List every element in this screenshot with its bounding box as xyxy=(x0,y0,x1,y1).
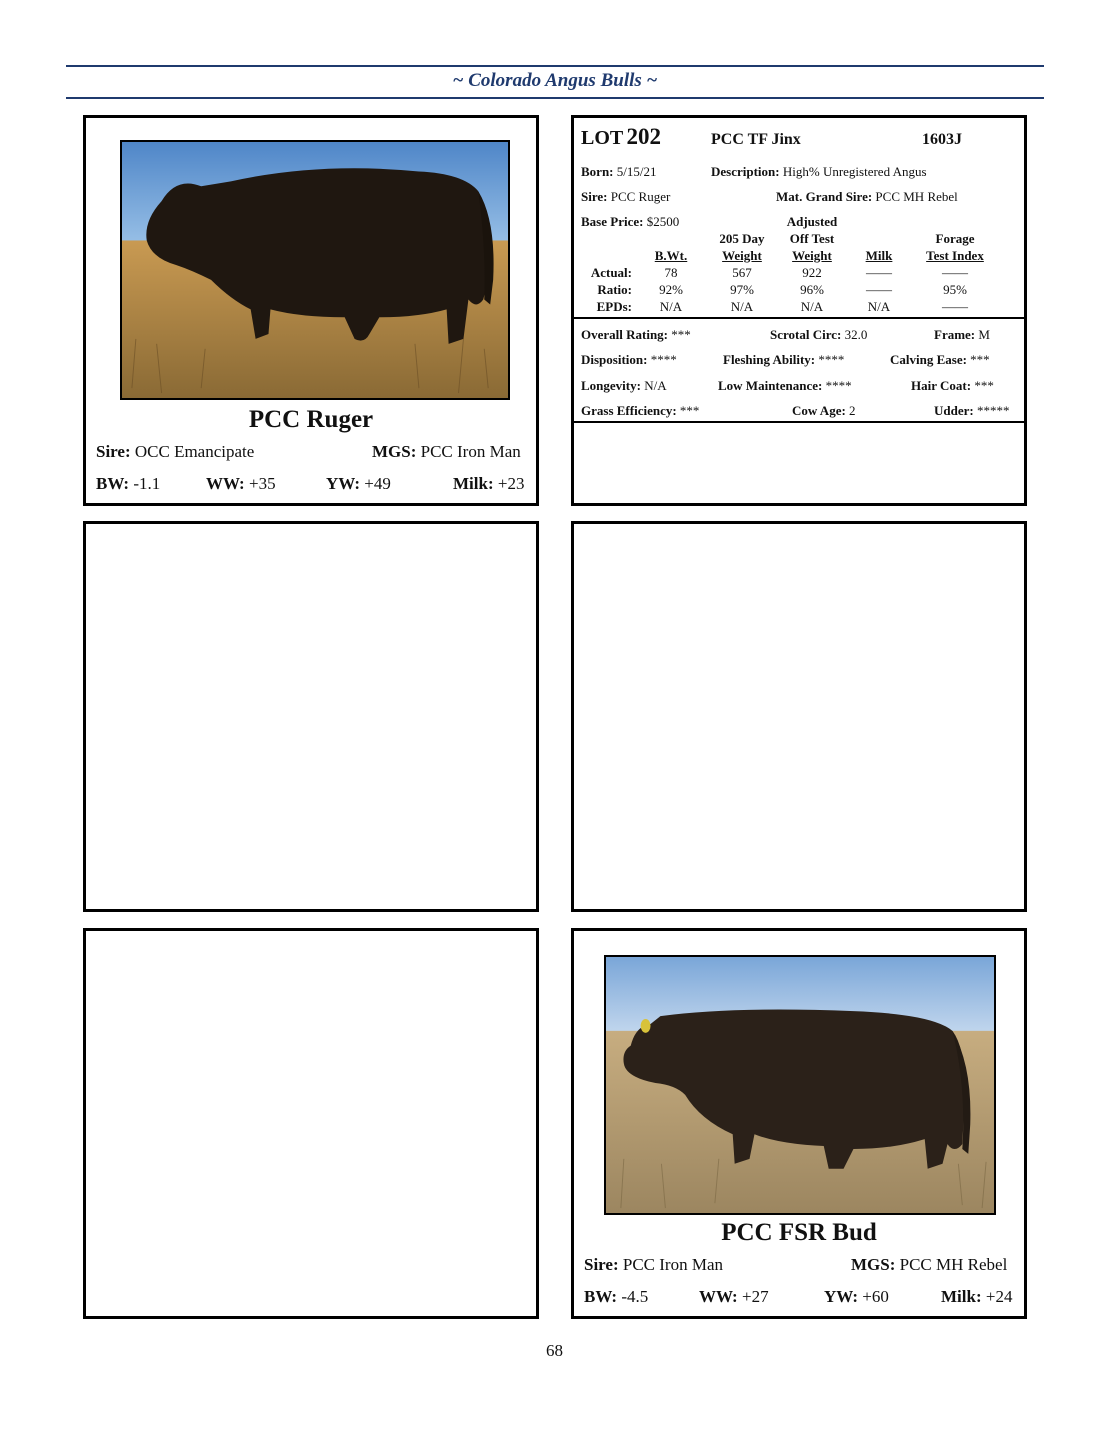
epds-cell: —— xyxy=(942,299,968,314)
actual-cell: 922 xyxy=(802,265,822,280)
frame-value: M xyxy=(978,327,990,342)
ww-label: WW: xyxy=(699,1287,738,1306)
actual-cell: 78 xyxy=(664,265,678,280)
disposition-label: Disposition: xyxy=(581,352,648,367)
overall-rating xyxy=(581,327,691,343)
hair-coat-value: *** xyxy=(974,378,994,393)
bw-line xyxy=(584,1287,648,1307)
description-value: High% Unregistered Angus xyxy=(782,164,927,179)
ww-label: WW: xyxy=(206,474,245,493)
ww-value: +27 xyxy=(741,1287,769,1306)
mgs-value: PCC MH Rebel xyxy=(899,1255,1008,1274)
sire xyxy=(581,189,670,205)
frame xyxy=(934,327,990,343)
actual-cell: —— xyxy=(942,265,968,280)
bull-name: PCC FSR Bud xyxy=(721,1219,877,1246)
epds-cell: N/A xyxy=(800,299,824,314)
column-header-text: 205 Day xyxy=(719,231,765,246)
column-header-text: B.Wt. xyxy=(654,248,688,263)
ratio-cell: 96% xyxy=(800,282,824,297)
born-value: 5/15/21 xyxy=(616,164,657,179)
bw-label: BW: xyxy=(96,474,130,493)
bw-value: -1.1 xyxy=(133,474,161,493)
description-label: Description: xyxy=(711,164,780,179)
yw-label: YW: xyxy=(326,474,360,493)
epds-row-label: EPDs: xyxy=(596,299,632,314)
header-rule-top xyxy=(66,65,1044,67)
page-title: ~ Colorado Angus Bulls ~ xyxy=(452,70,658,91)
grass-efficiency-value: *** xyxy=(679,403,700,418)
lot-card-202 xyxy=(571,115,1027,506)
bw-value: -4.5 xyxy=(621,1287,649,1306)
ww-line xyxy=(699,1287,769,1307)
grass-efficiency-label: Grass Efficiency: xyxy=(581,403,677,418)
milk-line xyxy=(941,1287,1012,1307)
epds-cell: N/A xyxy=(659,299,683,314)
column-header-text: Milk xyxy=(865,248,893,263)
fleshing-ability xyxy=(723,352,844,368)
mgs-label: MGS: xyxy=(851,1255,896,1274)
bull-photo-ruger xyxy=(120,140,510,400)
bull-name: PCC Ruger xyxy=(248,406,374,433)
calving-ease xyxy=(890,352,990,368)
udder xyxy=(934,403,1009,419)
low-maintenance xyxy=(718,378,852,394)
cow-age-value: 2 xyxy=(849,403,856,418)
sire-value: PCC Ruger xyxy=(610,189,671,204)
longevity-label: Longevity: xyxy=(581,378,641,393)
bull-name: PCC TF Jinx xyxy=(711,131,801,148)
mat-grand-sire xyxy=(776,189,958,205)
sire-line xyxy=(96,442,254,462)
ratio-cell: 95% xyxy=(943,282,967,297)
epds-cell: N/A xyxy=(867,299,891,314)
sire-label: Sire: xyxy=(584,1255,619,1274)
scrotal-circ-value: 32.0 xyxy=(844,327,868,342)
column-header xyxy=(762,231,862,247)
yw-value: +49 xyxy=(364,474,391,493)
column-header-text: Forage xyxy=(935,231,975,246)
photo-panel-bud xyxy=(571,928,1027,1319)
low-maintenance-label: Low Maintenance: xyxy=(718,378,823,393)
ratio-cell: 92% xyxy=(659,282,683,297)
divider xyxy=(574,317,1024,319)
column-header-text: Weight xyxy=(792,248,832,263)
udder-value: ***** xyxy=(976,403,1010,418)
cow-age xyxy=(792,403,856,419)
grass-efficiency xyxy=(581,403,699,419)
sire-value: OCC Emancipate xyxy=(134,442,255,461)
mgs-line xyxy=(851,1255,1007,1275)
column-header xyxy=(905,231,1005,247)
bull-photo-bud xyxy=(604,955,996,1215)
column-header-text: Test Index xyxy=(926,248,984,263)
scrotal-circ xyxy=(770,327,867,343)
lot-title xyxy=(581,124,661,150)
page-number: 68 xyxy=(546,1341,563,1360)
column-header-text: Weight xyxy=(722,248,762,263)
sire-label: Sire: xyxy=(581,189,608,204)
tag-number: 1603J xyxy=(922,131,962,148)
mat-grand-sire-label: Mat. Grand Sire: xyxy=(776,189,873,204)
mgs-label: MGS: xyxy=(372,442,417,461)
disposition-value: **** xyxy=(650,352,677,367)
base-price-label: Base Price: xyxy=(581,214,644,229)
milk-value: +24 xyxy=(985,1287,1013,1306)
scrotal-circ-label: Scrotal Circ: xyxy=(770,327,842,342)
sire-label: Sire: xyxy=(96,442,131,461)
milk-line xyxy=(453,474,524,494)
bw-label: BW: xyxy=(584,1287,618,1306)
ww-value: +35 xyxy=(248,474,276,493)
lot-card-205 xyxy=(83,928,539,1319)
divider xyxy=(574,421,1024,423)
bw-line xyxy=(96,474,160,494)
bull-photo-image xyxy=(606,957,994,1213)
overall-rating-value: *** xyxy=(671,327,691,342)
base-price xyxy=(581,214,679,230)
actual-cell: 567 xyxy=(732,265,752,280)
lot-number: 202 xyxy=(626,124,661,149)
hair-coat xyxy=(911,378,994,394)
column-header-text: Adjusted xyxy=(786,214,838,229)
yw-line xyxy=(824,1287,889,1307)
mgs-line xyxy=(372,442,521,462)
yw-value: +60 xyxy=(862,1287,889,1306)
ww-line xyxy=(206,474,276,494)
mat-grand-sire-value: PCC MH Rebel xyxy=(875,189,958,204)
description xyxy=(711,164,927,180)
actual-cell: —— xyxy=(866,265,892,280)
udder-label: Udder: xyxy=(934,403,974,418)
milk-label: Milk: xyxy=(941,1287,982,1306)
hair-coat-label: Hair Coat: xyxy=(911,378,972,393)
born-label: Born: xyxy=(581,164,614,179)
cow-age-label: Cow Age: xyxy=(792,403,846,418)
header-rule-bottom xyxy=(66,97,1044,99)
yw-label: YW: xyxy=(824,1287,858,1306)
ratio-cell: 97% xyxy=(730,282,754,297)
disposition xyxy=(581,352,677,368)
yw-line xyxy=(326,474,391,494)
bull-photo-image xyxy=(122,142,508,398)
actual-row-label: Actual: xyxy=(590,265,632,280)
fleshing-ability-label: Fleshing Ability: xyxy=(723,352,816,367)
ratio-cell: —— xyxy=(866,282,892,297)
milk-label: Milk: xyxy=(453,474,494,493)
mgs-value: PCC Iron Man xyxy=(420,442,521,461)
fleshing-ability-value: **** xyxy=(818,352,845,367)
frame-label: Frame: xyxy=(934,327,976,342)
epds-cell: N/A xyxy=(730,299,754,314)
low-maintenance-value: **** xyxy=(825,378,852,393)
column-header xyxy=(905,248,1005,264)
column-header xyxy=(762,214,862,230)
longevity xyxy=(581,378,667,394)
lot-card-203 xyxy=(83,521,539,912)
sire-line xyxy=(584,1255,723,1275)
lot-card-204 xyxy=(571,521,1027,912)
longevity-value: N/A xyxy=(644,378,667,393)
calving-ease-label: Calving Ease: xyxy=(890,352,967,367)
column-header-text: Off Test xyxy=(789,231,835,246)
overall-rating-label: Overall Rating: xyxy=(581,327,669,342)
photo-panel-ruger xyxy=(83,115,539,506)
lot-word: LOT xyxy=(581,127,624,149)
base-price-value: $2500 xyxy=(646,214,680,229)
calving-ease-value: *** xyxy=(970,352,990,367)
milk-value: +23 xyxy=(497,474,525,493)
ratio-row-label: Ratio: xyxy=(597,282,632,297)
born xyxy=(581,164,656,180)
sire-value: PCC Iron Man xyxy=(622,1255,723,1274)
